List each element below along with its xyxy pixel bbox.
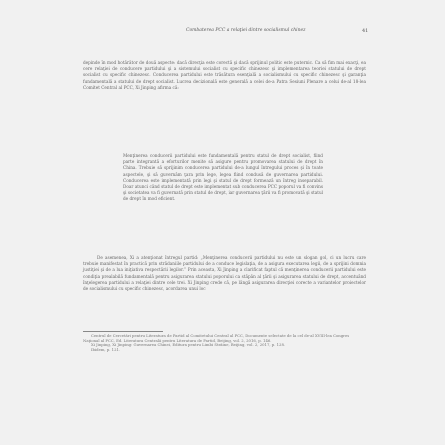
page-number: 41 bbox=[362, 28, 369, 34]
body-paragraph-1: depinde în mod hotărâtor de două aspecte: dacă direcţia este corectă şi dacă sprijinul politic este puternic. Ca să fim mai exacţi, ea cere relaţiei de conducere partidului şi a sistemului socialist cu specific chinezesc şi implementarea teoriei statului de drept socialist cu specific chinezesc. Conducerea partidului este trăsătura esenţială a socialismului cu specific chinezesc şi garanţia fundamentală a statului de drept socialist. Lucrea decizională este generală a celei de-a Patra Sesiuni Plenare a celui de-al 18-lea Comitet Central al PCC, Xi Jinping afirma că: bbox=[83, 60, 366, 90]
footnote-2: Xi Jinping, Xi Jinping: Guvernarea Chinei, Editura pentru Limbi Străine, Beijing, vol. 2, 2017, p. 128. bbox=[91, 342, 286, 348]
body-paragraph-3: De asemenea, Xi a atenţionat întregul partid: „Menţinerea conducerii partidului nu este un slogan gol, ci un lucru care trebuie manifestat în practică prin strădaniile partidului de a conduce legislaţia, de a asigura executarea legii, de a sprijini domnia justiţiei şi de a lua iniţiativa respectării legilor.” Prin aceasta, Xi Jinping a clarificat faptul că menţinerea conducerii partidului este condiţia prealabilă fundamentală pentru asigurarea statului poporului ca stăpân al ţării şi asigurarea statului de drept, accentuând înţelegerea partidului a relaţiei dintre cele trei. Xi Jinping crede că, pe lângă asigurarea direcţiei corecte a variantelor proiectelor de socialismului cu specific chinezesc, acordarea unui loc bbox=[83, 255, 366, 292]
footnote-1: Centrul de Cercetări pentru Literatura de Partid al Comitetului Central al PCC, Documente selectate de la cel de-al XVIII-lea Congres Naţional al PCC, Ed. Literatura Centrală pentru Literatura de Partid, Beijing, vol. 2, 2016, p. 146. bbox=[83, 333, 350, 343]
footnote-divider bbox=[83, 331, 163, 332]
block-quote: Menţinerea conducerii partidului este fundamentală pentru statul de drept socialist, fiind parte integrantă a eforturilor menite să asigure pentru promovarea statului de drept în China. Trebuie să sprijinim conducerea partidului de-a lungul întregului proces şi în toate aspectele, şi să guvernăm ţara prin lege, legea fiind condusă de guvernarea partidului. Conducerea este implementată prin legi şi statul de drept formează un întreg inseparabil. Doar atunci când statul de drept este implementat sub conducerea PCC poporul va fi convins şi societatea va fi guvernată prin statul de drept, iar guvernarea ţării va fi promovată şi statul de drept în mod eficient. bbox=[123, 153, 323, 202]
footnotes bbox=[83, 334, 366, 352]
running-header: Combaterea PCC a relaţiei dintre socialismul chinez bbox=[186, 28, 306, 33]
footnote-3: Ibidem, p. 121. bbox=[91, 346, 121, 352]
